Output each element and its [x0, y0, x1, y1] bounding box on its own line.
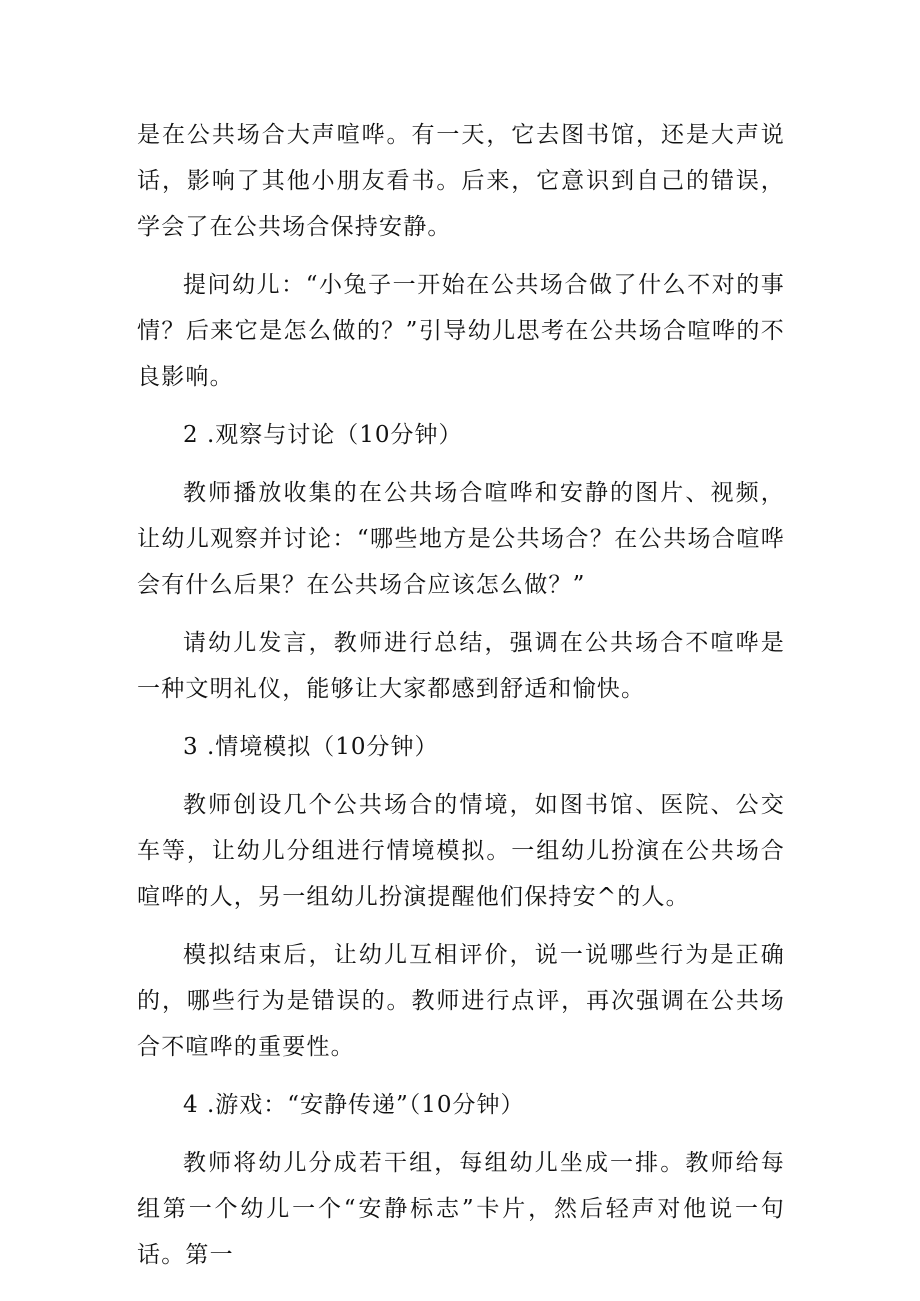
section-heading-observe-discuss: 2 .观察与讨论（10分钟） [183, 422, 463, 448]
paragraph-observe: 教师播放收集的在公共场合喧哗和安静的图片、视频，让幼儿观察并讨论：“哪些地方是公共场合？在公共场合喧哗会有什么后果？在公共场合应该怎么做？” [137, 480, 785, 598]
paragraph-evaluation: 模拟结束后，让幼儿互相评价，说一说哪些行为是正确的，哪些行为是错误的。教师进行点评，再次强调在公共场合不喧哗的重要性。 [137, 942, 785, 1060]
paragraph-summary: 请幼儿发言，教师进行总结，强调在公共场合不喧哗是一种文明礼仪，能够让大家都感到舒适和愉快。 [137, 630, 785, 702]
paragraph-game: 教师将幼儿分成若干组，每组幼儿坐成一排。教师给每组第一个幼儿一个“安静标志”卡片，然后轻声对他说一句话。第一 [137, 1150, 785, 1268]
paragraph-story-end: 是在公共场合大声喧哗。有一天，它去图书馆，还是大声说话，影响了其他小朋友看书。后来，它意识到自己的错误，学会了在公共场合保持安静。 [137, 122, 785, 240]
document-body [137, 112, 785, 1290]
paragraph-role-play: 教师创设几个公共场合的情境，如图书馆、医院、公交车等，让幼儿分组进行情境模拟。一组幼儿扮演在公共场合喧哗的人，另一组幼儿扮演提醒他们保持安^的人。 [137, 792, 785, 910]
paragraph-question: 提问幼儿：“小兔子一开始在公共场合做了什么不对的事情？后来它是怎么做的？”引导幼儿思考在公共场合喧哗的不良影响。 [137, 272, 785, 390]
section-heading-game: 4 .游戏：“安静传递”（10分钟） [183, 1092, 525, 1118]
section-heading-role-play: 3 .情境模拟（10分钟） [183, 734, 439, 760]
